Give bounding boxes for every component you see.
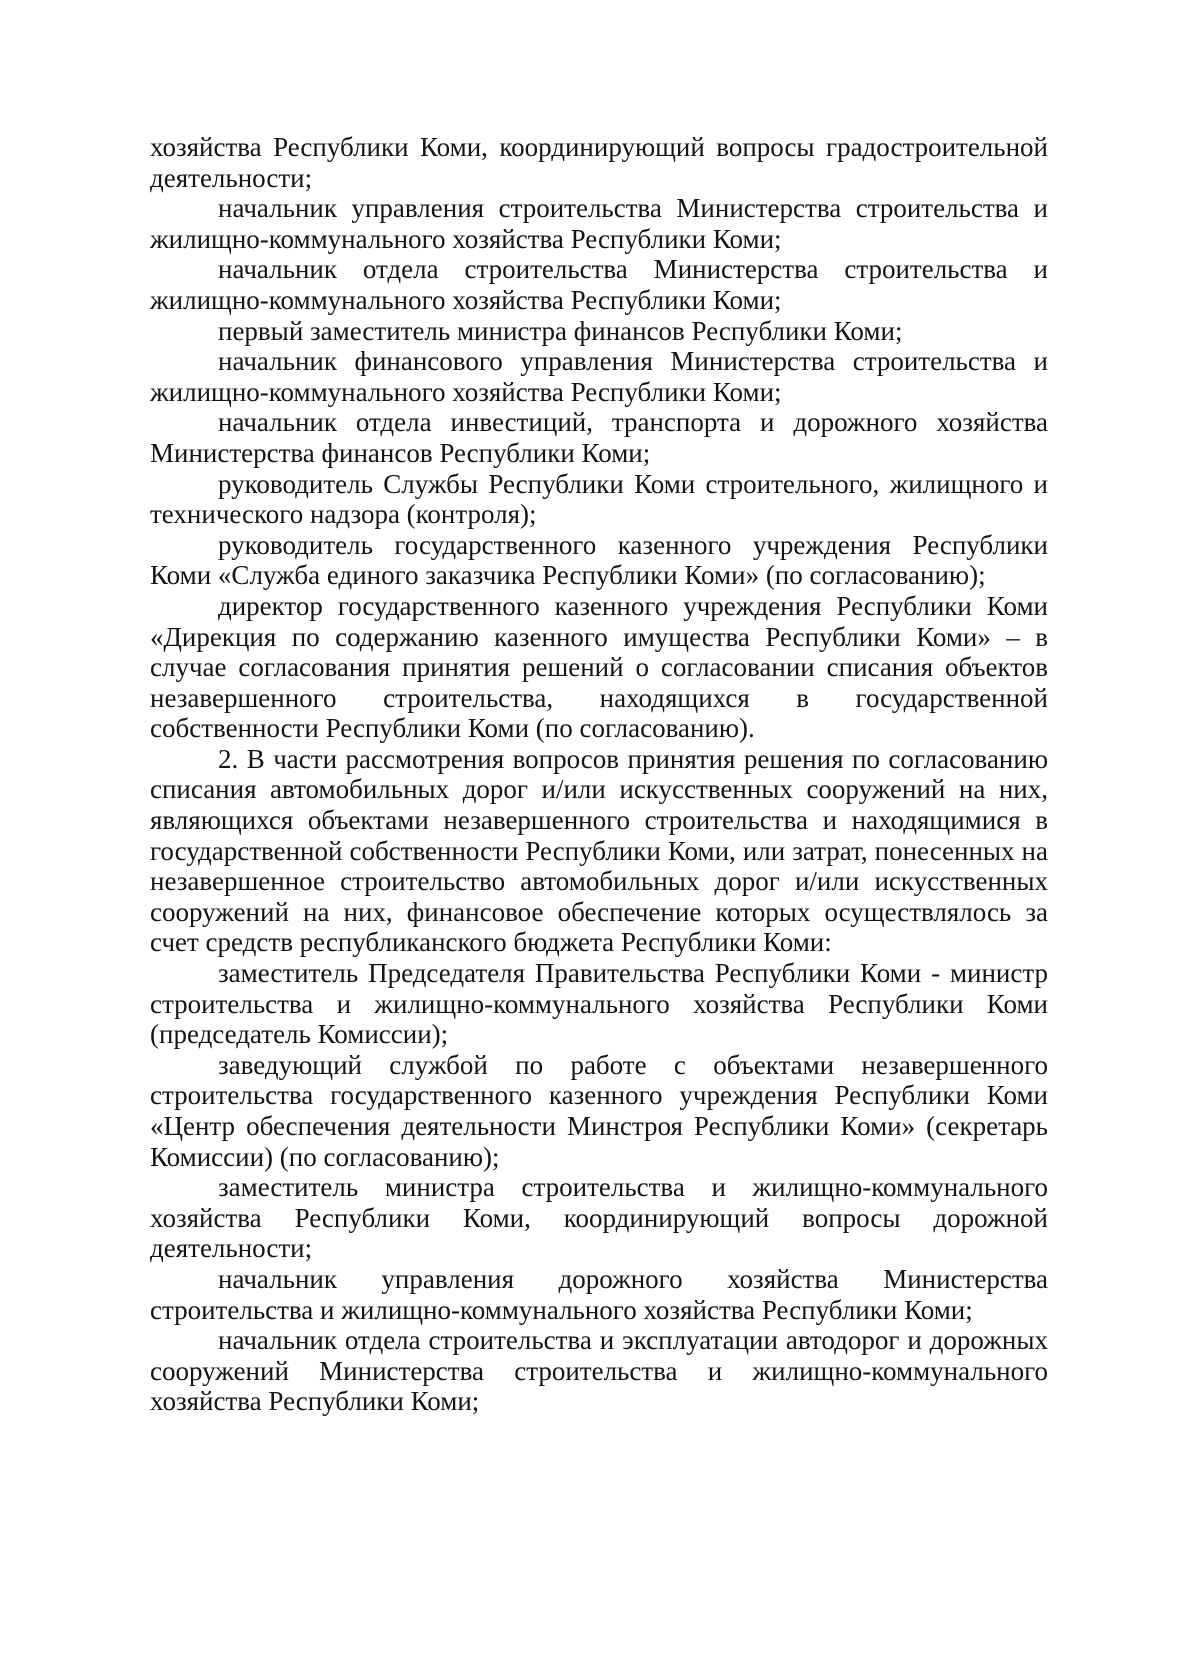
list-item: начальник отдела инвестиций, транспорта и дорожного хозяйства Министерства финансов Республики Коми; (150, 407, 1048, 468)
list-item: начальник финансового управления Министерства строительства и жилищно-коммунального хозяйства Республики Коми; (150, 346, 1048, 407)
document-page (150, 132, 1048, 1417)
paragraph-continuation: хозяйства Республики Коми, координирующий вопросы градостроительной деятельности; (150, 132, 1048, 193)
list-item: директор государственного казенного учреждения Республики Коми «Дирекция по содержанию казенного имущества Республики Коми» – в случае согласования принятия решений о согласовании списания объектов незавершенного строительства, находящихся в государственной собственности Республики Коми (по согласованию). (150, 590, 1048, 744)
list-item: начальник отдела строительства Министерства строительства и жилищно-коммунального хозяйства Республики Коми; (150, 254, 1048, 315)
list-item: руководитель Службы Республики Коми строительного, жилищного и технического надзора (контроля); (150, 468, 1048, 530)
section-paragraph: 2. В части рассмотрения вопросов принятия решения по согласованию списания автомобильных дорог и/или искусственных сооружений на них, являющихся объектами незавершенного строительства и находящимися в государственной собственности Республики Коми, или затрат, понесенных на незавершенное строительство автомобильных дорог и/или искусственных сооружений на них, финансовое обеспечение которых осуществлялось за счет средств республиканского бюджета Республики Коми: (150, 743, 1048, 958)
list-item: заместитель Председателя Правительства Республики Коми - министр строительства и жилищно-коммунального хозяйства Республики Коми (председатель Комиссии); (150, 958, 1048, 1050)
list-item: начальник управления дорожного хозяйства Министерства строительства и жилищно-коммунального хозяйства Республики Коми; (150, 1263, 1048, 1325)
list-item: заведующий службой по работе с объектами незавершенного строительства государственного казенного учреждения Республики Коми «Центр обеспечения деятельности Минстроя Республики Коми» (секретарь Комиссии) (по согласованию); (150, 1049, 1048, 1172)
list-item: первый заместитель министра финансов Республики Коми; (218, 315, 903, 346)
list-item: начальник отдела строительства и эксплуатации автодорог и дорожных сооружений Министерства строительства и жилищно-коммунального хозяйства Республики Коми; (150, 1325, 1048, 1417)
list-item: руководитель государственного казенного учреждения Республики Коми «Служба единого заказчика Республики Коми» (по согласованию); (150, 529, 1048, 591)
list-item: начальник управления строительства Министерства строительства и жилищно-коммунального хозяйства Республики Коми; (150, 193, 1048, 254)
list-item: заместитель министра строительства и жилищно-коммунального хозяйства Республики Коми, координирующий вопросы дорожной деятельности; (150, 1172, 1048, 1264)
